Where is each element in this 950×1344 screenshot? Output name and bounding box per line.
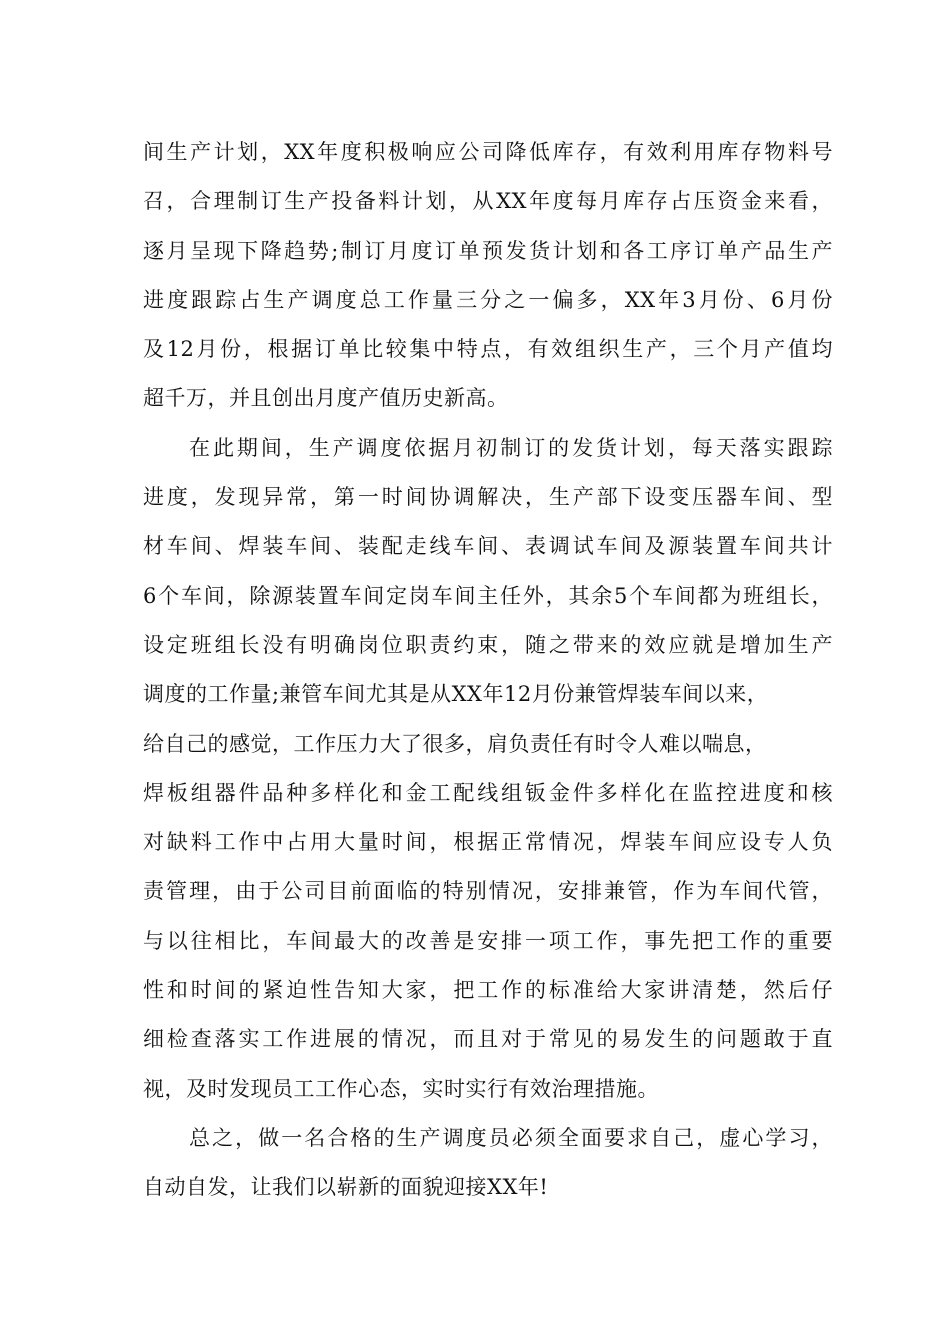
text-line: 对缺料工作中占用大量时间，根据正常情况，焊装车间应设专人负 [143, 830, 833, 855]
text-line: 逐月呈现下降趋势;制订月度订单预发货计划和各工序订单产品生产 [143, 238, 833, 263]
text-line: 总之，做一名合格的生产调度员必须全面要求自己，虚心学习， [189, 1125, 833, 1150]
text-line: 超千万，并且创出月度产值历史新高。 [143, 386, 509, 411]
text-line: 进度跟踪占生产调度总工作量三分之一偏多，XX年3月份、6月份 [143, 287, 833, 312]
text-line: 视，及时发现员工工作心态，实时实行有效治理措施。 [143, 1076, 659, 1101]
text-line: 设定班组长没有明确岗位职责约束，随之带来的效应就是增加生产 [143, 632, 833, 657]
text-line: 性和时间的紧迫性告知大家，把工作的标准给大家讲清楚，然后仔 [143, 978, 833, 1003]
paragraph-2 [143, 424, 833, 1114]
text-line: 焊板组器件品种多样化和金工配线组钣金件多样化在监控进度和核 [143, 780, 833, 805]
text-line: 召，合理制订生产投备料计划，从XX年度每月库存占压资金来看， [143, 189, 833, 214]
text-line: 责管理，由于公司目前面临的特别情况，安排兼管，作为车间代管， [143, 879, 833, 904]
text-line: 材车间、焊装车间、装配走线车间、表调试车间及源装置车间共计 [143, 534, 833, 559]
text-line: 细检查落实工作进展的情况，而且对于常见的易发生的问题敢于直 [143, 1027, 833, 1052]
paragraph-1 [143, 128, 833, 424]
text-line: 6个车间，除源装置车间定岗车间主任外，其余5个车间都为班组长， [143, 583, 833, 608]
text-line: 与以往相比，车间最大的改善是安排一项工作，事先把工作的重要 [143, 928, 833, 953]
document-body [143, 128, 833, 1213]
paragraph-3 [143, 1114, 833, 1213]
text-line: 间生产计划，XX年度积极响应公司降低库存，有效利用库存物料号 [143, 140, 833, 164]
text-line: 及12月份，根据订单比较集中特点，有效组织生产，三个月产值均 [143, 337, 833, 362]
text-line: 进度，发现异常，第一时间协调解决，生产部下设变压器车间、型 [143, 485, 833, 510]
text-line: 在此期间，生产调度依据月初制订的发货计划，每天落实跟踪 [189, 435, 833, 460]
text-line: 自动自发，让我们以崭新的面貌迎接XX年! [143, 1175, 549, 1200]
text-line: 调度的工作量;兼管车间尤其是从XX年12月份兼管焊装车间以来， [143, 682, 769, 707]
text-line: 给自己的感觉，工作压力大了很多，肩负责任有时令人难以喘息， [143, 731, 767, 756]
